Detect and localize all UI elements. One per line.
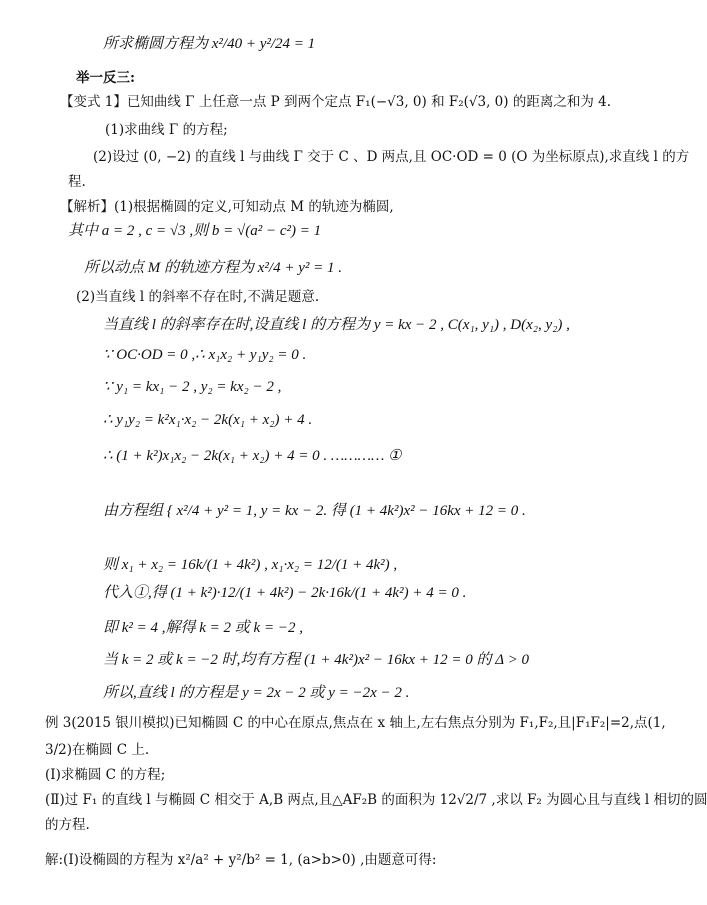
line-13: ∴ y₁y₂ = k²x₁·x₂ − 2k(x₁ + x₂) + 4 . bbox=[103, 412, 313, 428]
line-22: 3/2)在椭圆 C 上. bbox=[45, 742, 150, 758]
line-23: (Ⅰ)求椭圆 C 的方程; bbox=[45, 767, 166, 783]
line-8: 所以动点 M 的轨迹方程为 x²/4 + y² = 1 . bbox=[84, 260, 342, 276]
line-0: 所求椭圆方程为 x²/40 + y²/24 = 1 bbox=[103, 36, 316, 52]
line-5: 程. bbox=[68, 174, 86, 190]
line-25: 的方程. bbox=[45, 817, 90, 833]
line-1: 举一反三: bbox=[76, 70, 135, 86]
line-14: ∴ (1 + k²)x₁x₂ − 2k(x₁ + x₂) + 4 = 0 . ………… ① bbox=[103, 448, 402, 464]
line-2: 【变式 1】已知曲线 Γ 上任意一点 P 到两个定点 F₁(−√3, 0) 和 F₂(√3, 0) 的距离之和为 4. bbox=[60, 94, 611, 110]
line-19: 当 k = 2 或 k = −2 时,均有方程 (1 + 4k²)x² − 16kx + 12 = 0 的 Δ > 0 bbox=[103, 652, 529, 668]
line-9: (2)当直线 l 的斜率不存在时,不满足题意. bbox=[76, 289, 320, 305]
line-10: 当直线 l 的斜率存在时,设直线 l 的方程为 y = kx − 2 , C(x₁, y₁) , D(x₂, y₂) , bbox=[103, 317, 570, 333]
line-16: 则 x₁ + x₂ = 16k/(1 + 4k²) , x₁·x₂ = 12/(1 + 4k²) , bbox=[103, 557, 398, 573]
line-7: 其中 a = 2 , c = √3 ,则 b = √(a² − c²) = 1 bbox=[68, 223, 322, 239]
line-15: 由方程组 { x²/4 + y² = 1, y = kx − 2. 得 (1 + 4k²)x² − 16kx + 12 = 0 . bbox=[103, 503, 526, 519]
line-3: (1)求曲线 Γ 的方程; bbox=[105, 122, 228, 138]
line-6: 【解析】(1)根据椭圆的定义,可知动点 M 的轨迹为椭圆, bbox=[60, 199, 394, 215]
line-18: 即 k² = 4 ,解得 k = 2 或 k = −2 , bbox=[103, 620, 303, 636]
line-4: (2)设过 (0, −2) 的直线 l 与曲线 Γ 交于 C 、D 两点,且 OC·OD = 0 (O 为坐标原点),求直线 l 的方 bbox=[93, 149, 690, 165]
line-24: (Ⅱ)过 F₁ 的直线 l 与椭圆 C 相交于 A,B 两点,且△AF₂B 的面积为 12√2/7 ,求以 F₂ 为圆心且与直线 l 相切的圆 bbox=[45, 792, 707, 808]
line-26: 解:(Ⅰ)设椭圆的方程为 x²/a² + y²/b² = 1, (a>b>0) ,由题意可得: bbox=[45, 852, 437, 868]
line-20: 所以,直线 l 的方程是 y = 2x − 2 或 y = −2x − 2 . bbox=[103, 685, 410, 701]
line-11: ∵ OC·OD = 0 ,∴ x₁x₂ + y₁y₂ = 0 . bbox=[103, 347, 307, 363]
line-17: 代入①,得 (1 + k²)·12/(1 + 4k²) − 2k·16k/(1 + 4k²) + 4 = 0 . bbox=[103, 585, 467, 601]
line-12: ∵ y₁ = kx₁ − 2 , y₂ = kx₂ − 2 , bbox=[103, 379, 282, 395]
line-21: 例 3(2015 银川模拟)已知椭圆 C 的中心在原点,焦点在 x 轴上,左右焦点分别为 F₁,F₂,且|F₁F₂|=2,点(1, bbox=[45, 715, 666, 731]
